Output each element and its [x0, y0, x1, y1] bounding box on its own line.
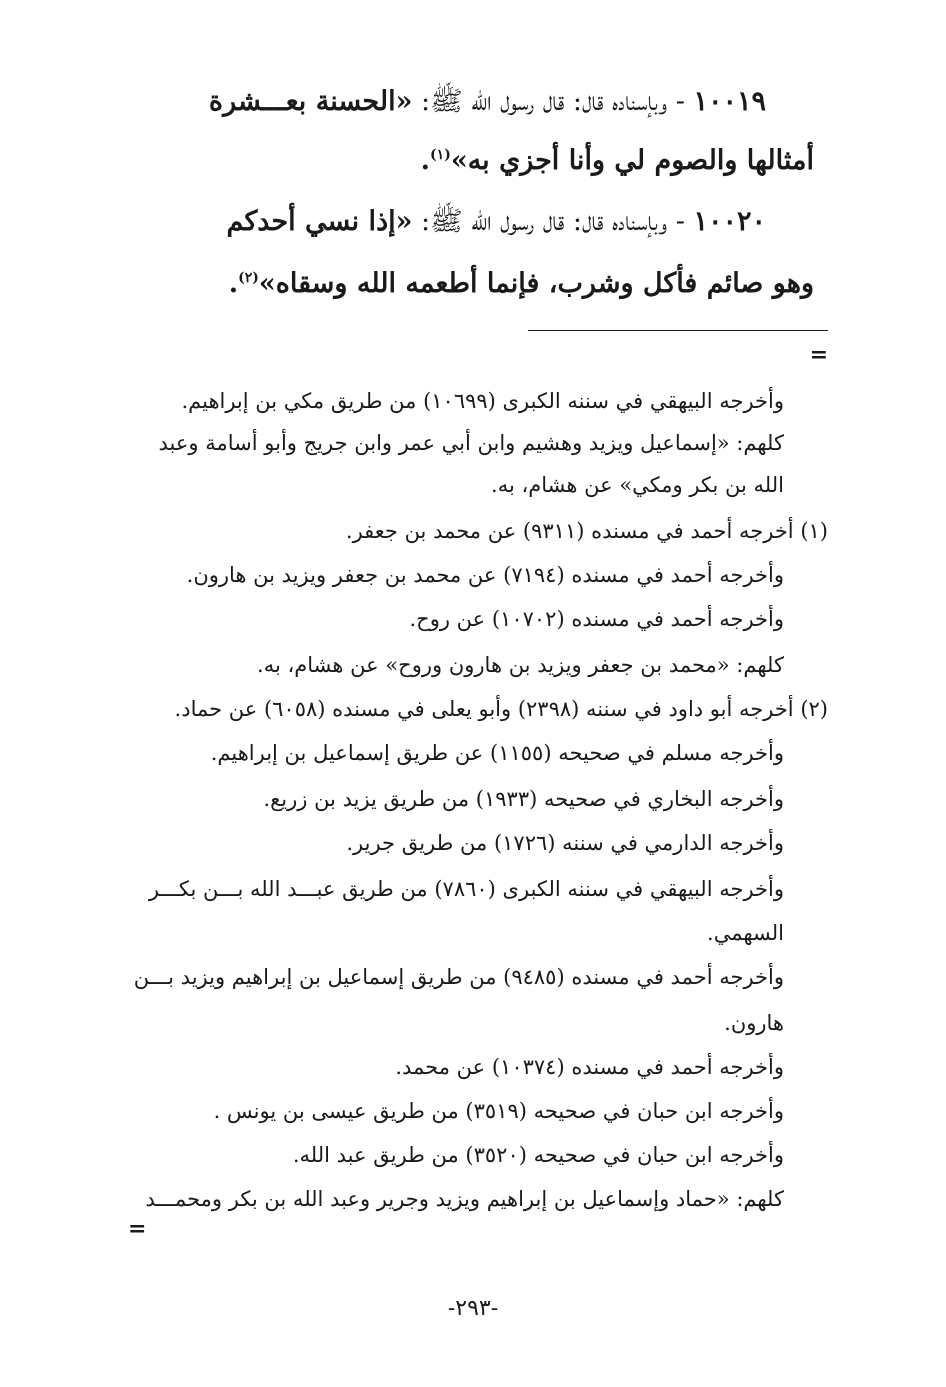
footnote-separator	[528, 330, 828, 331]
footnote-line: وأخرجه الدارمي في سننه (١٧٢٦) من طريق جرير.	[346, 831, 784, 855]
hadith-1-end: .	[420, 145, 431, 176]
hadith-2-line-2	[229, 258, 814, 304]
footnote-line: كلهم: «إسماعيل ويزيد وهشيم وابن أبي عمر وابن جريج وأبو أسامة وعبد	[158, 431, 784, 455]
footnote-line: وأخرجه أحمد في مسنده (١٠٣٧٤) عن محمد.	[395, 1055, 784, 1079]
footnote-line: هارون.	[724, 1011, 784, 1035]
footnote-line: وأخرجه أحمد في مسنده (٧١٩٤) عن محمد بن جعفر ويزيد بن هارون.	[186, 563, 784, 587]
hadith-1-number: ١٠٠١٩	[693, 86, 766, 117]
footnote-line: السهمي.	[707, 921, 784, 945]
footnote-line: (٢) أخرجه أبو داود في سننه (٢٣٩٨) وأبو يعلى في مسنده (٦٠٥٨) عن حماد.	[174, 697, 828, 721]
footnote-line: وأخرجه ابن حبان في صحيحه (٣٥٢٠) من طريق عبد الله.	[292, 1143, 784, 1167]
hadith-1-line-1	[209, 82, 766, 122]
hadith-1-intro: - وبإسناده قال: قال رسول الله ﷺ:	[412, 86, 694, 117]
hadith-1-quote-start: «الحسنة بعـــشرة	[208, 86, 413, 117]
hadith-1-line-2	[421, 135, 814, 181]
footnote-line: كلهم: «حماد وإسماعيل بن إبراهيم ويزيد وجرير وعبد الله بن بكر ومحمـــد	[145, 1187, 784, 1211]
footnote-ref-2: (٢)	[238, 270, 259, 286]
footnote-line: كلهم: «محمد بن جعفر ويزيد بن هارون وروح» عن هشام، به.	[257, 653, 784, 677]
footnote-line: وأخرجه أحمد في مسنده (٩٤٨٥) من طريق إسماعيل بن إبراهيم ويزيد بـــن	[133, 965, 784, 989]
footnote-line: وأخرجه مسلم في صحيحه (١١٥٥) عن طريق إسماعيل بن إبراهيم.	[210, 741, 784, 765]
footnote-line: وأخرجه ابن حبان في صحيحه (٣٥١٩) من طريق عيسى بن يونس .	[213, 1099, 784, 1123]
hadith-2-end: .	[228, 268, 239, 299]
hadith-2-quote-start: «إذا نسي أحدكم	[226, 206, 413, 237]
continuation-mark-bottom: =	[128, 1216, 147, 1242]
hadith-2-intro: - وبإسناده قال: قال رسول الله ﷺ:	[412, 206, 694, 237]
footnote-line: وأخرجه البخاري في صحيحه (١٩٣٣) من طريق يزيد بن زريع.	[263, 787, 784, 811]
footnote-line: الله بن بكر ومكي» عن هشام، به.	[491, 473, 784, 497]
continuation-mark-top: =	[809, 342, 828, 368]
footnote-ref-1: (١)	[430, 147, 451, 163]
footnote-line: (١) أخرجه أحمد في مسنده (٩٣١١) عن محمد بن جعفر.	[345, 519, 828, 543]
hadith-2-line-1	[226, 202, 766, 242]
footnote-line: وأخرجه البيهقي في سننه الكبرى (٧٨٦٠) من طريق عبـــد الله بـــن بكـــر	[148, 877, 784, 901]
hadith-1-quote-end: أمثالها والصوم لي وأنا أجزي به»	[450, 145, 814, 176]
footnote-line: وأخرجه أحمد في مسنده (١٠٧٠٢) عن روح.	[409, 607, 784, 631]
page-number: -٢٩٣-	[447, 1296, 499, 1321]
hadith-2-number: ١٠٠٢٠	[693, 206, 766, 237]
hadith-2-quote-end: وهو صائم فأكل وشرب، فإنما أطعمه الله وسقاه»	[258, 268, 814, 299]
footnote-line: وأخرجه البيهقي في سننه الكبرى (١٠٦٩٩) من طريق مكي بن إبراهيم.	[181, 389, 784, 413]
